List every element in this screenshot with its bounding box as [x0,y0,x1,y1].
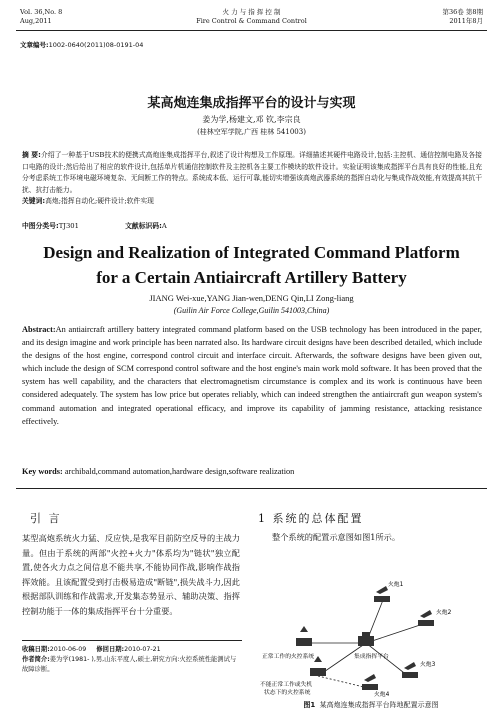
figure-caption-label: 图1 [303,701,316,709]
gun1-icon [374,586,390,602]
footnote-dates [22,645,242,655]
keywords-cn-label: 关键词: [22,197,46,205]
header-date-line: Aug,2011 [20,17,52,25]
label-broken-line1: 不能正常工作或失机 [260,682,313,688]
doc-code-label: 文献标识码: [125,222,162,230]
clc-label: 中图分类号: [22,222,59,230]
gun4-icon [362,674,378,690]
abstract-cn-label: 摘 要: [22,151,41,159]
header-journal [16,8,487,26]
title-en-line1: Design and Realization of Integrated Command Platform [43,243,460,262]
doc-code-value: A [161,222,167,230]
journal-name-en: Fire Control & Command Control [196,17,307,25]
author-bio-label: 作者简介: [22,656,50,663]
header-date-cn: 2011年8月 [449,17,483,25]
link-gun4 [318,676,368,688]
abstract-en [22,323,482,428]
title-cn: 某高炮连集成指挥平台的设计与实现 [147,96,356,111]
label-normal-system: 正常工作的火控系统 [262,654,315,660]
gun2-icon [418,610,434,626]
intro-paragraph: 某型高炮系统火力猛、反应快,是我军目前防空反导的主战力量。但由于系统的两部"火控+火力"体系均为"链状"独立配置,使各火力点之间信息不能共享,不能协同作战,影响作战指挥效能。且该配置受到打击极易造成"断链",损失战斗力,因此根据部队训练和作战需求,开发集态势显示、辅助决策、指挥控制功能于一体的集成指挥平台十分重要。 [22,533,240,616]
article-number-value: 1002-0640(2011)08-0191-04 [48,41,144,49]
footnote-author [22,655,242,675]
affiliation-cn: (桂林空军学院,广西 桂林 541003) [197,128,306,136]
keywords-en [22,467,482,476]
abstract-cn [22,150,482,208]
affiliation-en: (Guilin Air Force College,Guilin 541003,China) [173,306,330,315]
label-gun2: 火炮2 [436,610,452,616]
label-gun4: 火炮4 [374,692,390,698]
clc-value: TJ301 [58,222,79,230]
figure-caption [258,700,484,710]
label-broken-line2: 状态下的火控系统 [264,690,311,696]
link-gun2 [366,623,426,643]
classification [22,220,167,230]
keywords-en-label: Key words: [22,467,63,476]
abstract-en-label: Abstract: [22,325,56,334]
revised-label: 修回日期: [96,646,125,653]
figure-caption-text: 某高炮连集成指挥平台阵地配置示意图 [319,701,439,709]
article-number-label: 文章编号: [20,41,49,49]
keywords-en-text: archibald,command automation,hardware design,software realization [64,467,295,476]
label-gun3: 火炮3 [420,662,436,668]
abstract-cn-text: 介绍了一种基于USB技术的便携式高炮连集成指挥平台,叙述了设计构想及工作原理。详细描述其硬件电路设计,包括:主控机、通信控制电路及各接口电路的设计;然后给出了相应的软件设计,包括单片机通信控制软件及主控机各主要工作模块的软件设计。实验证明该集成指挥平台具有良好的性能,且充分考虑系统工作环境电磁环境复杂、无间断工作的特点。系统成本低、运行可靠,能切实增强该高炮武器系统的指挥自动化与集成作战效能,有效提高其抗干扰、抗打击能力。 [22,151,482,194]
section-heading-system: 1 系统的总体配置 [258,512,364,525]
label-gun1: 火炮1 [388,582,404,588]
footnote [22,640,242,675]
header-volume-line: Vol. 36,No. 8 [20,8,63,16]
revised-date: 2010-07-21 [124,646,161,653]
received-date: 2010-06-09 [49,646,87,653]
command-platform-icon [358,632,374,646]
abstract-en-text: An antiaircraft artillery battery integrated command platform based on the USB technology has been introduced in the paper, and its design imagine and work principle has been narrated also. Its hardware circuit designs have been described detailed, which include the designs of the host engine, correspond control circuit and interface circuit. Afterwards, the software designs have been given out, which include the design of SCM correspond control software and the host engine's main work mold software. It has been proved that the system has well capability, and the characters that electromagnetism circumstance is complex and its work is continuous have been considered adequately. The system has low price but operates reliably, which can indeed strengthen the antiaircraft gun weapon system's command automation and integrated operational efficacy, and improve its capability of jamming resistance, attacking resistance effectively. [22,325,482,426]
title-en [0,240,503,290]
journal-name-cn: 火 力 与 指 挥 控 制 [222,8,281,16]
article-number [20,40,143,49]
section-divider [16,488,487,489]
received-label: 收稿日期: [22,646,50,653]
authors-en: JIANG Wei-xue,YANG Jian-wen,DENG Qin,LI Zong-liang [149,293,354,303]
gun3-icon [402,662,418,678]
label-platform: 集成指挥平台 [354,654,389,660]
header-issue-cn: 第36卷 第8期 [442,8,483,16]
title-en-line2: for a Certain Antiaircraft Artillery Battery [96,268,407,287]
section-heading-intro: 引 言 [30,512,62,525]
running-header [16,6,487,31]
author-bio-text: 姜为学(1981- ),男,山东平度人,硕士,研究方向:火控系统性能测试与故障诊断。 [22,656,237,673]
authors-cn: 姜为学,杨建文,邓 钦,李宗良 [202,115,301,124]
normal-fire-control-icon [296,626,312,646]
figure-deployment-diagram [258,548,484,698]
header-issue [443,8,483,26]
system-intro-text: 整个系统的配置示意图如图1所示。 [272,532,401,542]
keywords-cn-text: 高炮;指挥自动化;硬件设计;软件实现 [45,197,154,205]
